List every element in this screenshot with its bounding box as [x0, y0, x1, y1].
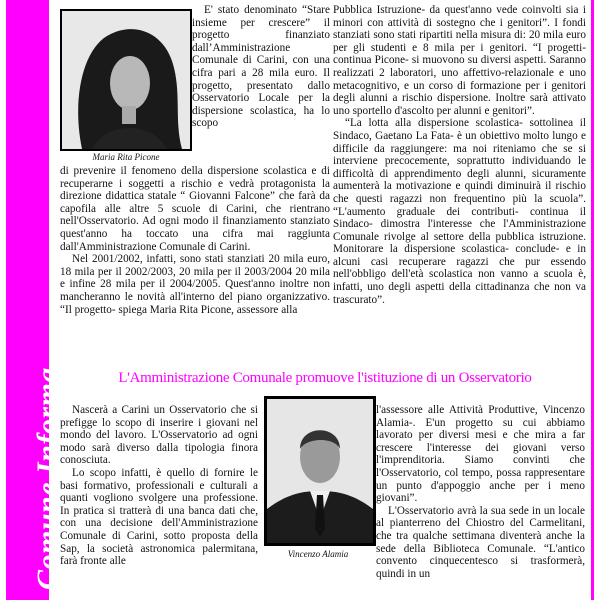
article1-column2 [333, 4, 586, 306]
photo-caption: Vincenzo Alamia [287, 549, 349, 559]
article1-paragraph: Pubblica Istruzione- da quest'anno vede coinvolti sia i minori con attività di sostegno che i genitori”. I fondi stanziati sono stati ripartiti nella misura di: 20 mila euro per gli studenti e 8 mila per i genitori. “I progetti- continua Picone- si muovono su diversi aspetti. Saranno realizzati 2 laboratori, uno affettivo-relazionale e uno metacognitivo, e un corso di formazione per i genitori degli alunni a rischio dispersione. Inoltre sarà attivato uno sportello d'ascolto per alunni e genitori”. [333, 4, 586, 117]
article2-paragraph: l'assessore alle Attività Produttive, Vincenzo Alamia-. E'un progetto su cui abbiamo lavorato per diversi mesi e che mira a far crescere l'interesse dei giovani verso l'imprenditoria. Siamo convinti che l'Osservatorio, col tempo, possa rappresentare un punto d'appoggio anche per i meno giovani”. [376, 404, 585, 505]
photo-caption: Maria Rita Picone [92, 152, 160, 162]
right-border-rule [591, 0, 594, 600]
article2-column1 [60, 404, 258, 568]
article1-lead-paragraph: E' stato denominato “Stare insieme per crescere” il progetto finanziato dall’Amministrazione Comunale di Carini, con una cifra pari a 28 mila euro. Il progetto, presentato dallo Osservatorio Locale per la dispersione scolastica, ha lo scopo [192, 4, 330, 130]
article2-column2 [376, 404, 585, 580]
article2-headline: L'Amministrazione Comunale promuove l'istituzione di un Osservatorio [118, 370, 532, 386]
article2-paragraph: Nascerà a Carini un Osservatorio che si prefigge lo scopo di inserire i giovani nel mondo del lavoro. L'Osservatorio ad ogni modo sarà diverso dalla tipologia finora conosciuta. [60, 404, 258, 467]
sidebar-band [6, 0, 64, 600]
article1-paragraph: Nel 2001/2002, infatti, sono stati stanziati 20 mila euro, 18 mila per il 2002/2003, 20 mila per il 2003/2004 20 mila e infine 28 mila per il 2004/2005. Quest'anno inoltre non mancheranno le novità all'interno del piano organizzativo. “Il progetto- spiega Maria Rita Picone, assessore alla [60, 253, 330, 316]
article2-paragraph: Lo scopo infatti, è quello di fornire le basi formativo, professionali e culturali a quanti vogliono svolgere una professione. In pratica si tratterà di una banca dati che, con una decisione dell'Amministrazione Comunale di Carini, sotto proposta della Sap, la società astronomica palermitana, farà fronte alle [60, 466, 258, 568]
portrait-man-photo-icon [264, 396, 376, 546]
article2-paragraph: L'Osservatorio avrà la sua sede in un locale al pianterreno del Chiostro del Carmelitani, che tra qualche settimana diventerà anche la sede della Biblioteca Comunale. “L'antico convento cinquecentesco si trasformerà, quindi in un [376, 504, 585, 580]
portrait-woman-photo-icon [60, 9, 192, 151]
article1-paragraph: “La lotta alla dispersione scolastica- sottolinea il Sindaco, Gaetano La Fata- è un obiettivo molto lungo e difficile da raggiungere: ma noi riteniamo che se si interviene precocemente, soprattutto individuando le difficoltà di apprendimento degli alunni, sicuramente aumenterà la motivazione e quindi diminuirà il rischio che questi ragazzi non frequentino più la scuola”. “L'aumento graduale dei contributi- continua il Sindaco- dimostra l'interesse che l'Amministrazione Comunale rivolge al settore della pubblica istruzione. Monitorare la dispersione scolastica- conclude- e in alcuni casi recuperare ragazzi che pur essendo nell'obbligo dell'età scolastica non vanno a scuola è, infatti, uno degli aspetti della cittadinanza che non va trascurato”. [333, 117, 586, 306]
article1-column1-top [192, 4, 330, 130]
article1-paragraph: di prevenire il fenomeno della dispersione scolastica e di recuperarne i soggetti a rischio e vedrà protagonista la direzione didattica statale “ Giovanni Falcone” che farà da capofila alle altre 5 scuole di Carini, che rientrano nell'Osservatorio. Ad ogni modo il finanziamento stanziato quest'anno ha toccato una cifra mai raggiunta dall'Amministrazione Comunale di Carini. [60, 165, 330, 253]
article1-column1-body [60, 165, 330, 316]
section-masthead: Comune Informa [31, 367, 64, 590]
